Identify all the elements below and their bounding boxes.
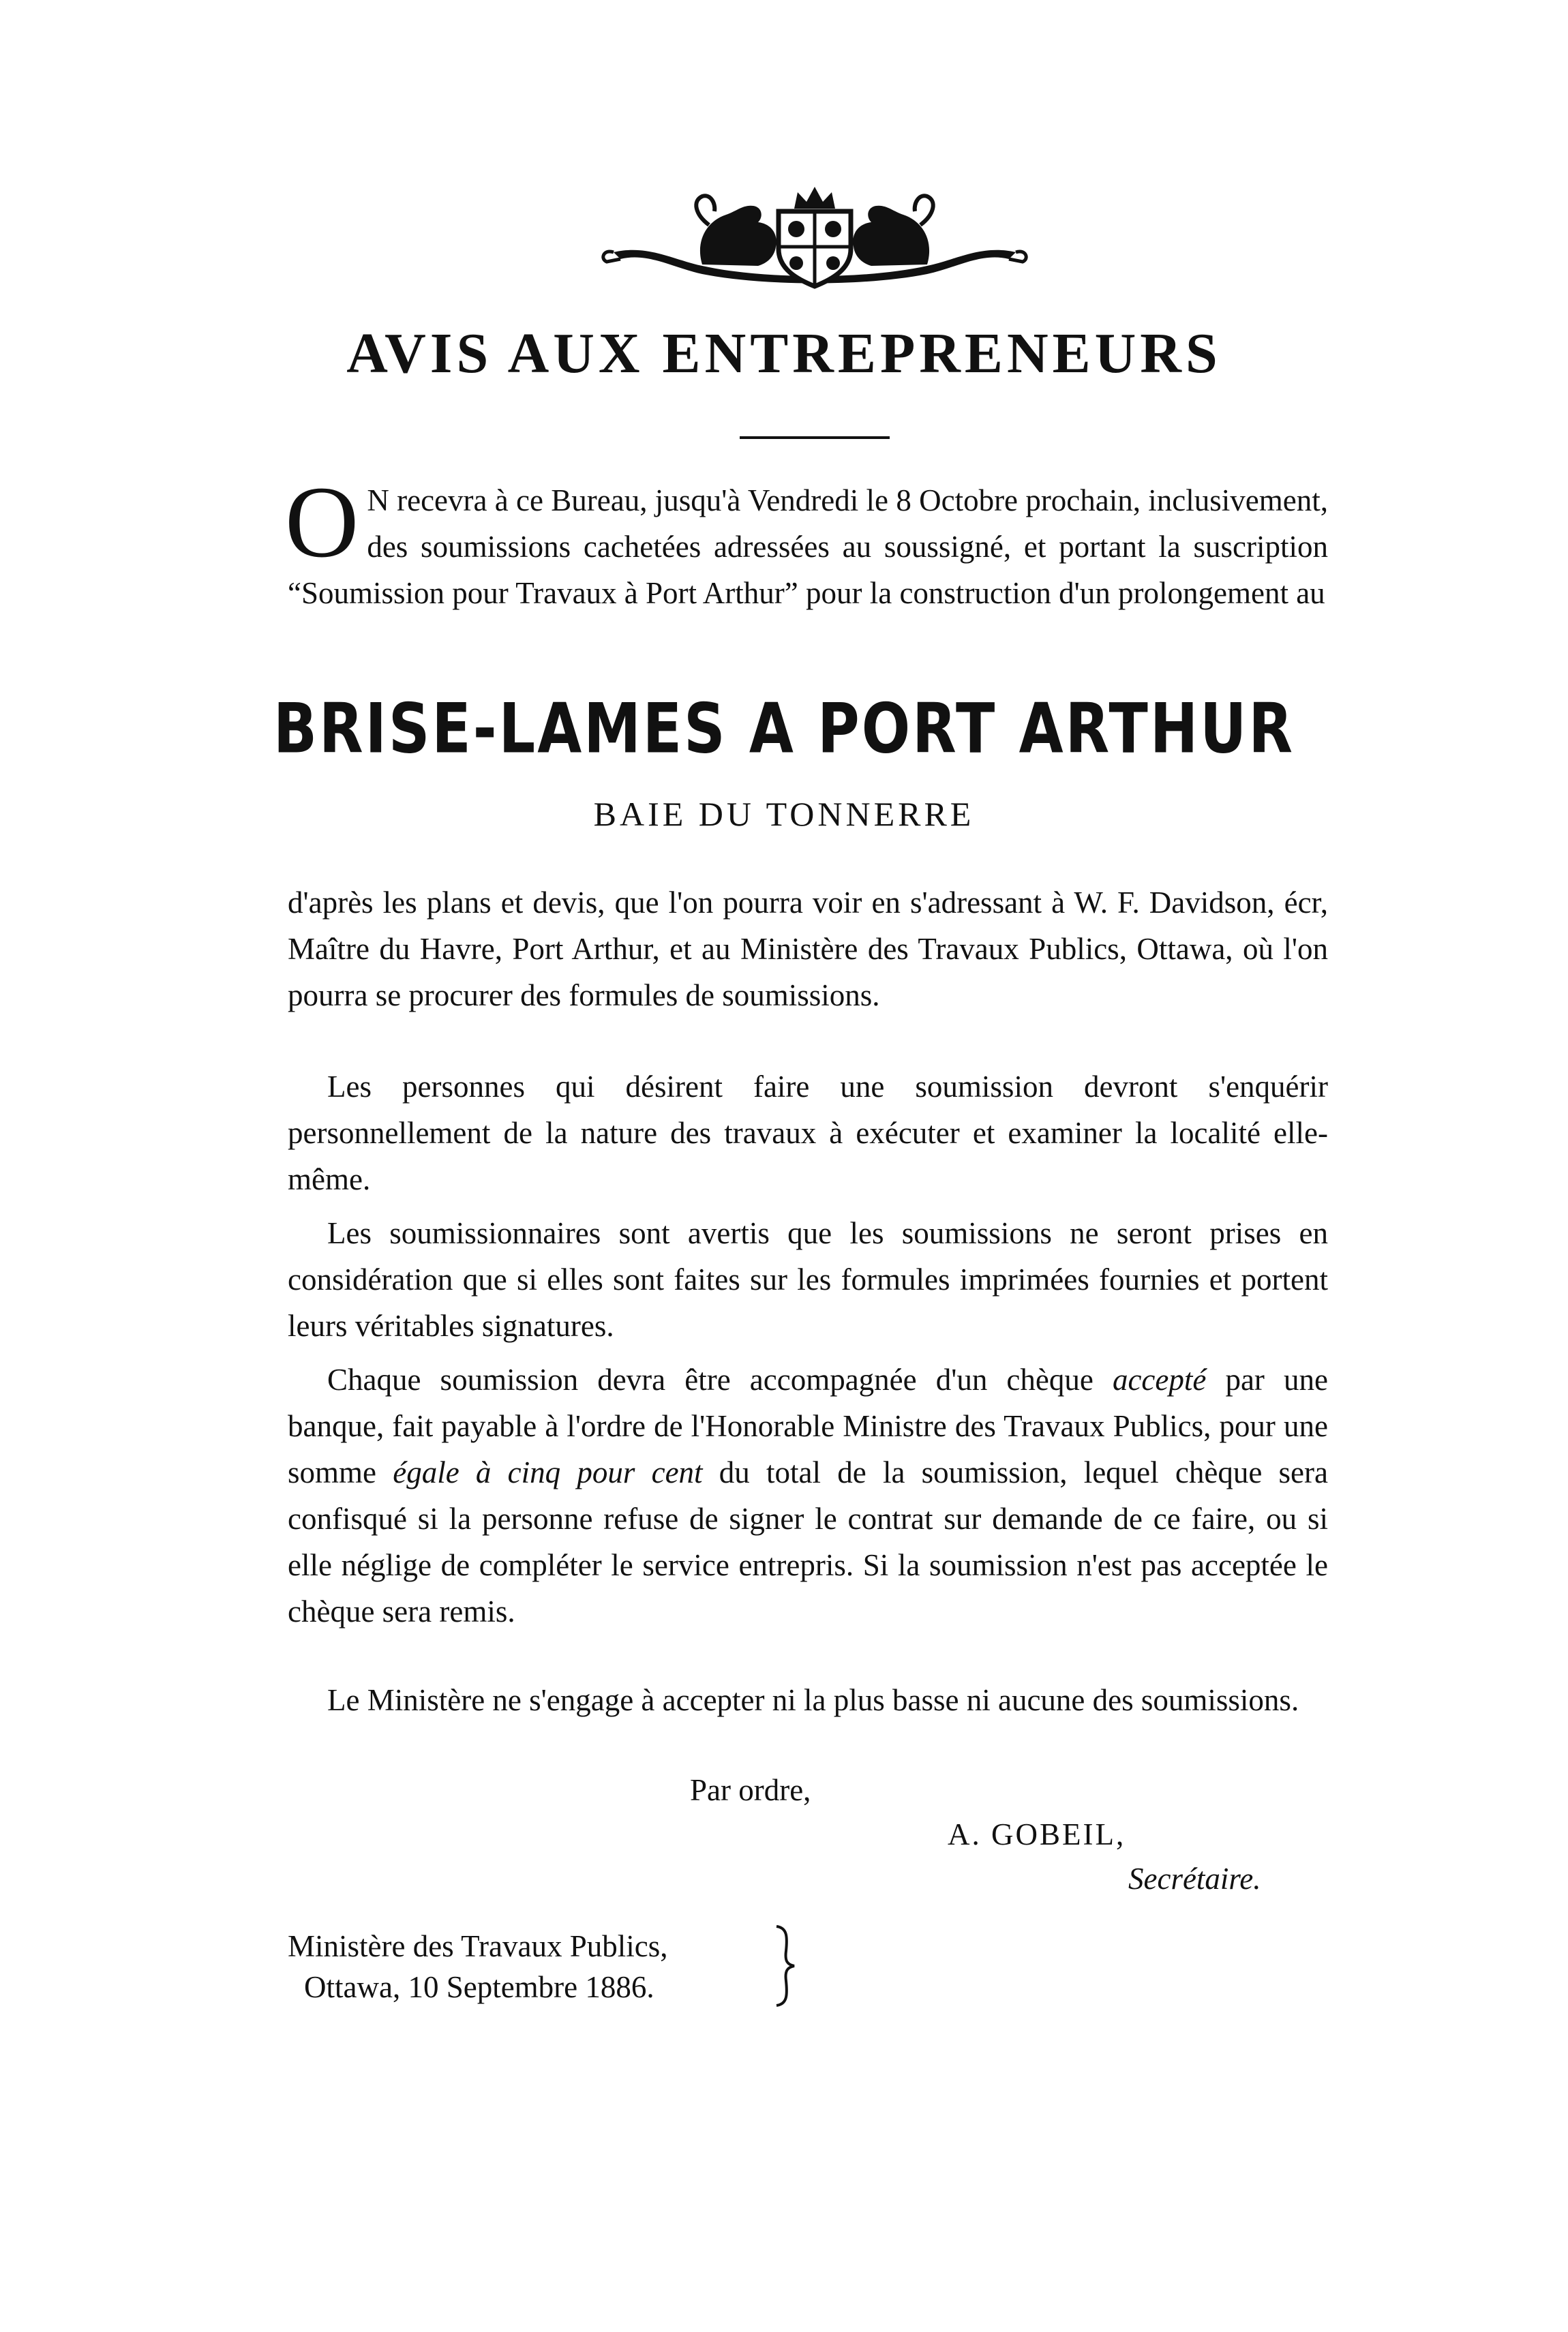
place-line: Ministère des Travaux Publics, [288,1929,668,1963]
signature-name: A. GOBEIL, [948,1817,1126,1851]
cheque-text-3: du total de la soumission, lequel chèque sera confisqué si la personne refuse de signer le contrat sur demande de ce faire, ou si elle néglige de compléter le service entrepris. Si la soumission n'est pas acceptée le chèque sera remis. [288,1455,1328,1629]
headline: BRISE-LAMES A PORT ARTHUR [273,688,1295,769]
subheadline: BAIE DU TONNERRE [593,795,975,833]
date-line: Ottawa, 10 Septembre 1886. [304,1970,654,2004]
cheque-text-2: par une banque, fait payable à l'ordre de l'Honorable Ministre des Travaux Publics, pour une somme [288,1363,1328,1489]
notice-title: AVIS AUX ENTREPRENEURS [346,322,1222,385]
cheque-accepte: accepté [1112,1363,1207,1397]
intro-paragraph [285,466,1328,616]
ministere-paragraph: Le Ministère ne s'engage à accepter ni la plus basse ni aucune des soumissions. [327,1683,1299,1717]
persons-paragraph: Les personnes qui désirent faire une soumission devront s'enquérir personnellement de la nature des travaux à exécuter et examiner la localité elle-même. [288,1070,1328,1196]
bidders-paragraph: Les soumissionnaires sont avertis que les soumissions ne seront prises en considération que si elles sont faites sur les formules imprimées fournies et portent leurs véritables signatures. [288,1216,1328,1343]
signature-role: Secrétaire. [1128,1862,1261,1896]
cheque-text-1: Chaque soumission devra être accompagnée d'un chèque [327,1363,1113,1397]
signature-order: Par ordre, [690,1773,811,1807]
title-rule [740,436,890,439]
cheque-egale: égale à cinq pour cent [393,1455,703,1489]
drop-cap: O [285,466,359,579]
royal-coat-of-arms-icon [600,184,1029,293]
place-date [288,1926,668,2008]
cheque-paragraph [288,1357,1328,1635]
intro-text: N recevra à ce Bureau, jusqu'à Vendredi le 8 Octobre prochain, inclusivement, des soumissions cachetées adressées au soussigné, et portant la suscription “Soumission pour Travaux à Port Arthur” pour la construction d'un prolongement au [288,483,1328,610]
right-brace-icon [772,1924,800,2008]
plans-paragraph: d'après les plans et devis, que l'on pourra voir en s'adressant à W. F. Davidson, écr, Maître du Havre, Port Arthur, et au Ministère des Travaux Publics, Ottawa, où l'on pourra se procurer des formules de soumissions. [288,885,1328,1012]
